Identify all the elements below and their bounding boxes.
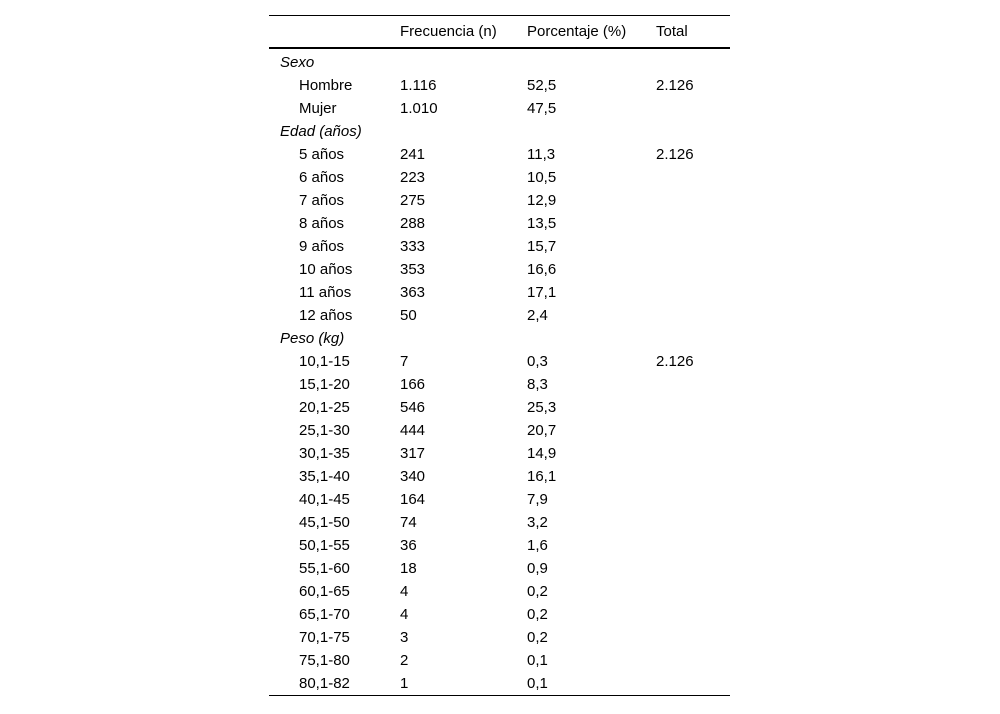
row-frequency: 288 [400,214,426,232]
row-label: 12 años [299,306,353,324]
row-total [656,488,730,511]
row-label: Mujer [299,99,337,117]
row-percentage: 2,4 [527,306,548,324]
row-frequency: 1 [400,674,409,692]
row-total [656,419,730,442]
row-percentage: 52,5 [527,76,557,94]
row-label: 65,1-70 [299,605,350,623]
row-percentage: 8,3 [527,375,548,393]
row-total [656,97,730,120]
row-total [656,603,730,626]
table-row [269,649,730,672]
row-frequency: 1.116 [400,76,437,94]
row-percentage: 16,6 [527,260,557,278]
table-row [269,350,730,373]
row-percentage: 1,6 [527,536,548,554]
table-row [269,304,730,327]
row-label: 75,1-80 [299,651,350,669]
row-label: 20,1-25 [299,398,350,416]
row-total [656,189,730,212]
row-label: 9 años [299,237,345,255]
row-percentage: 0,3 [527,352,548,370]
header-frequency: Frecuencia (n) [400,22,497,40]
row-total [656,212,730,235]
row-percentage: 11,3 [527,145,556,163]
table-row [269,534,730,557]
row-frequency: 50 [400,306,417,324]
row-frequency: 241 [400,145,426,163]
row-frequency: 1.010 [400,99,438,117]
table-row [269,442,730,465]
row-frequency: 223 [400,168,426,186]
section-title: Peso (kg) [280,329,345,347]
row-total [656,235,730,258]
row-frequency: 18 [400,559,417,577]
row-total: 2.126 [656,352,694,370]
section-title: Edad (años) [280,122,362,140]
row-frequency: 340 [400,467,426,485]
table-row [269,373,730,396]
row-label: 25,1-30 [299,421,350,439]
table-row [269,281,730,304]
row-total [656,281,730,304]
header-row [269,16,730,48]
table-row [269,557,730,580]
row-percentage: 13,5 [527,214,557,232]
table-row [269,74,730,97]
table-row [269,511,730,534]
row-frequency: 363 [400,283,426,301]
header-percentage: Porcentaje (%) [527,22,627,40]
section-header-row [269,120,730,143]
row-label: 10,1-15 [299,352,350,370]
row-total [656,465,730,488]
row-frequency: 164 [400,490,426,508]
row-frequency: 275 [400,191,426,209]
header-total: Total [656,22,688,40]
section-title: Sexo [280,53,315,71]
row-frequency: 3 [400,628,409,646]
row-frequency: 36 [400,536,417,554]
table-row [269,97,730,120]
row-label: 30,1-35 [299,444,350,462]
row-total [656,511,730,534]
row-label: 80,1-82 [299,674,350,692]
row-percentage: 0,9 [527,559,548,577]
table-row [269,143,730,166]
row-percentage: 0,1 [527,651,548,669]
row-total [656,258,730,281]
row-total [656,649,730,672]
row-total [656,672,730,696]
row-percentage: 7,9 [527,490,548,508]
row-percentage: 12,9 [527,191,557,209]
row-percentage: 17,1 [527,283,557,301]
row-label: 5 años [299,145,345,163]
row-label: 40,1-45 [299,490,350,508]
row-frequency: 317 [400,444,426,462]
row-total [656,580,730,603]
table-row [269,488,730,511]
section-header-row [269,327,730,350]
row-total [656,534,730,557]
row-frequency: 333 [400,237,426,255]
row-total [656,626,730,649]
table-row [269,258,730,281]
table-body [269,48,730,696]
row-frequency: 4 [400,582,409,600]
section-header-row [269,48,730,74]
row-frequency: 4 [400,605,409,623]
row-label: 11 años [299,283,352,301]
row-total: 2.126 [656,145,694,163]
row-percentage: 15,7 [527,237,557,255]
row-label: 60,1-65 [299,582,350,600]
row-percentage: 0,2 [527,628,548,646]
table-row [269,626,730,649]
row-label: 7 años [299,191,345,209]
table-row [269,189,730,212]
row-total [656,304,730,327]
row-total [656,373,730,396]
data-table [269,15,730,696]
table-row [269,465,730,488]
row-label: 55,1-60 [299,559,350,577]
row-frequency: 546 [400,398,426,416]
row-percentage: 20,7 [527,421,557,439]
table-row [269,672,730,696]
table-row [269,166,730,189]
table-row [269,603,730,626]
row-frequency: 166 [400,375,426,393]
row-label: 8 años [299,214,345,232]
row-label: Hombre [299,76,353,94]
row-label: 50,1-55 [299,536,350,554]
row-frequency: 444 [400,421,426,439]
row-label: 35,1-40 [299,467,350,485]
table-row [269,235,730,258]
row-total: 2.126 [656,76,694,94]
row-percentage: 0,2 [527,605,548,623]
table-row [269,419,730,442]
row-frequency: 2 [400,651,409,669]
row-label: 70,1-75 [299,628,350,646]
row-total [656,396,730,419]
row-percentage: 10,5 [527,168,557,186]
table-container [269,15,730,696]
header-label [269,16,400,48]
table-row [269,212,730,235]
row-total [656,166,730,189]
row-percentage: 0,1 [527,674,548,692]
row-label: 45,1-50 [299,513,350,531]
row-frequency: 353 [400,260,426,278]
row-label: 15,1-20 [299,375,350,393]
row-label: 6 años [299,168,345,186]
row-percentage: 0,2 [527,582,548,600]
row-percentage: 47,5 [527,99,557,117]
row-percentage: 25,3 [527,398,557,416]
row-total [656,442,730,465]
table-row [269,580,730,603]
row-percentage: 14,9 [527,444,557,462]
table-header [269,16,730,48]
row-label: 10 años [299,260,353,278]
row-percentage: 16,1 [527,467,557,485]
table-row [269,396,730,419]
row-frequency: 7 [400,352,409,370]
row-frequency: 74 [400,513,417,531]
row-percentage: 3,2 [527,513,548,531]
row-total [656,557,730,580]
